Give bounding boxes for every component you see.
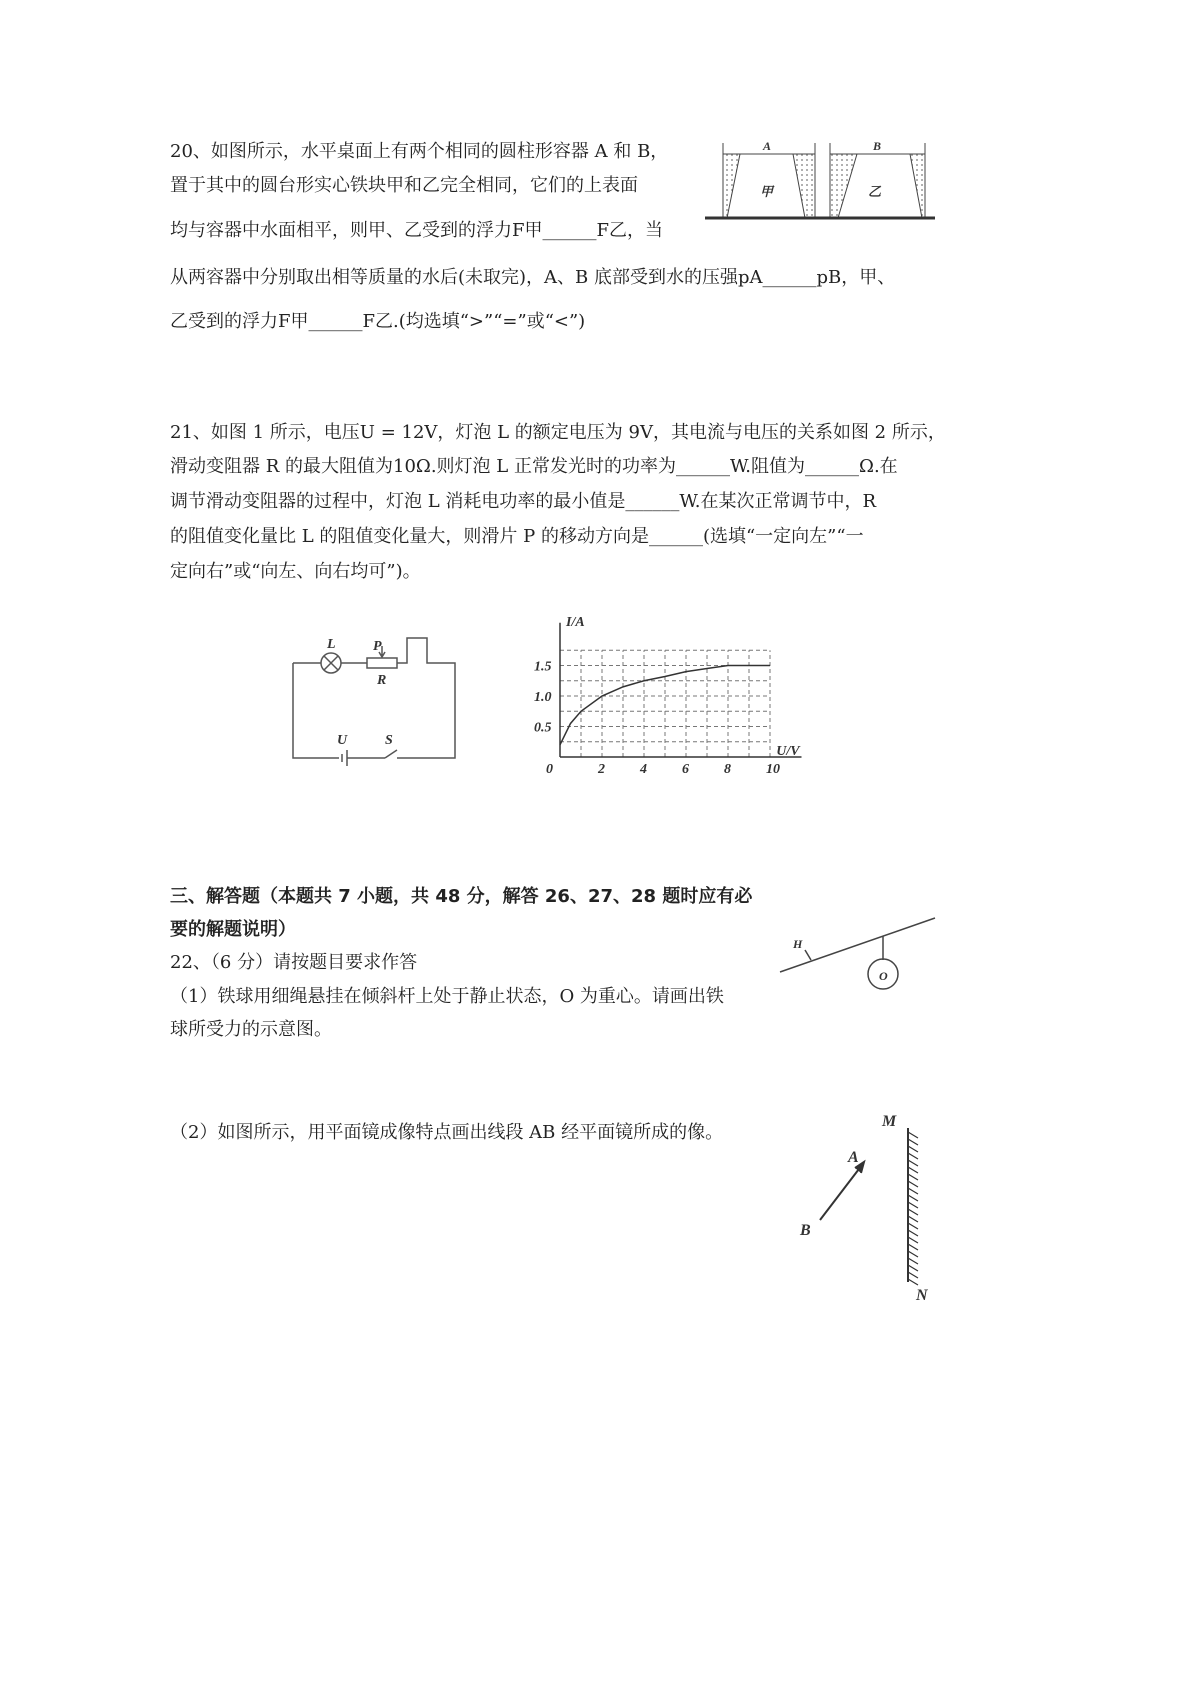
q22-title: 22、（6 分）请按题目要求作答	[170, 952, 418, 973]
point-b-label: B	[800, 1222, 811, 1239]
battery-icon	[342, 750, 347, 766]
label-b: B	[873, 139, 882, 153]
q21-line-5: 定向右”或“向左、向右均可”)。	[170, 561, 421, 582]
q22-part1-line2: 球所受力的示意图。	[170, 1019, 332, 1040]
x-tick-label: 10	[766, 762, 780, 777]
hanging-ball-figure	[775, 910, 940, 995]
rod-label: H	[793, 937, 803, 951]
q20-line-3: 均与容器中水面相平，则甲、乙受到的浮力F甲______F乙，当	[170, 220, 663, 241]
label-jia: 甲	[760, 184, 774, 199]
mirror-m-label: M	[882, 1113, 897, 1130]
q22-part2: （2）如图所示，用平面镜成像特点画出线段 AB 经平面镜所成的像。	[170, 1122, 724, 1143]
rheostat-icon	[367, 658, 397, 668]
slider-label: P	[373, 639, 382, 654]
switch-icon	[385, 750, 397, 758]
q21-line-1: 21、如图 1 所示，电压U = 12V，灯泡 L 的额定电压为 9V，其电流与电压的关系如图 2 所示，	[170, 422, 946, 443]
x-axis-label: U/V	[776, 744, 800, 759]
point-a-label: A	[848, 1149, 859, 1166]
x-tick-label: 0	[546, 762, 553, 777]
containers-figure	[705, 138, 935, 223]
lamp-label: L	[327, 637, 336, 652]
q21-line-3: 调节滑动变阻器的过程中，灯泡 L 消耗电功率的最小值是______W.在某次正常调节中，R	[170, 491, 877, 512]
source-label: U	[337, 733, 348, 748]
q22-part1-line1: （1）铁球用细绳悬挂在倾斜杆上处于静止状态，O 为重心。请画出铁	[170, 986, 724, 1007]
y-axis-label: I/A	[566, 614, 585, 630]
x-tick-label: 2	[598, 762, 605, 777]
q20-line-5: 乙受到的浮力F甲______F乙.(均选填“>”“=”或“<”)	[170, 311, 586, 332]
q21-line-4: 的阻值变化量比 L 的阻值变化量大，则滑片 P 的移动方向是______(选填“一定向左”“一	[170, 526, 864, 547]
mirror-n-label: N	[916, 1287, 928, 1304]
q21-line-2: 滑动变阻器 R 的最大阻值为10Ω.则灯泡 L 正常发光时的功率为______W.阻值为______Ω.在	[170, 456, 898, 477]
center-label: O	[879, 969, 888, 983]
x-tick-label: 4	[640, 762, 647, 777]
circuit-diagram	[285, 630, 465, 770]
mirror-figure	[800, 1110, 940, 1305]
q20-line-2: 置于其中的圆台形实心铁块甲和乙完全相同，它们的上表面	[170, 175, 638, 196]
x-tick-label: 8	[724, 762, 731, 777]
rheostat-label: R	[377, 673, 387, 688]
label-a: A	[763, 139, 772, 153]
label-yi: 乙	[868, 184, 882, 199]
section-heading-2: 要的解题说明）	[170, 919, 296, 940]
y-tick-label: 0.5	[534, 720, 552, 736]
q20-line-1: 20、如图所示，水平桌面上有两个相同的圆柱形容器 A 和 B，	[170, 141, 669, 162]
y-tick-label: 1.0	[534, 690, 552, 705]
q20-line-4: 从两容器中分别取出相等质量的水后(未取完)，A、B 底部受到水的压强pA______pB，甲、	[170, 267, 896, 288]
section-heading-1: 三、解答题（本题共 7 小题，共 48 分，解答 26、27、28 题时应有必	[170, 886, 753, 907]
switch-label: S	[385, 733, 393, 748]
y-tick-label: 1.5	[534, 659, 552, 675]
x-tick-label: 6	[682, 762, 689, 777]
iv-chart	[520, 610, 820, 780]
